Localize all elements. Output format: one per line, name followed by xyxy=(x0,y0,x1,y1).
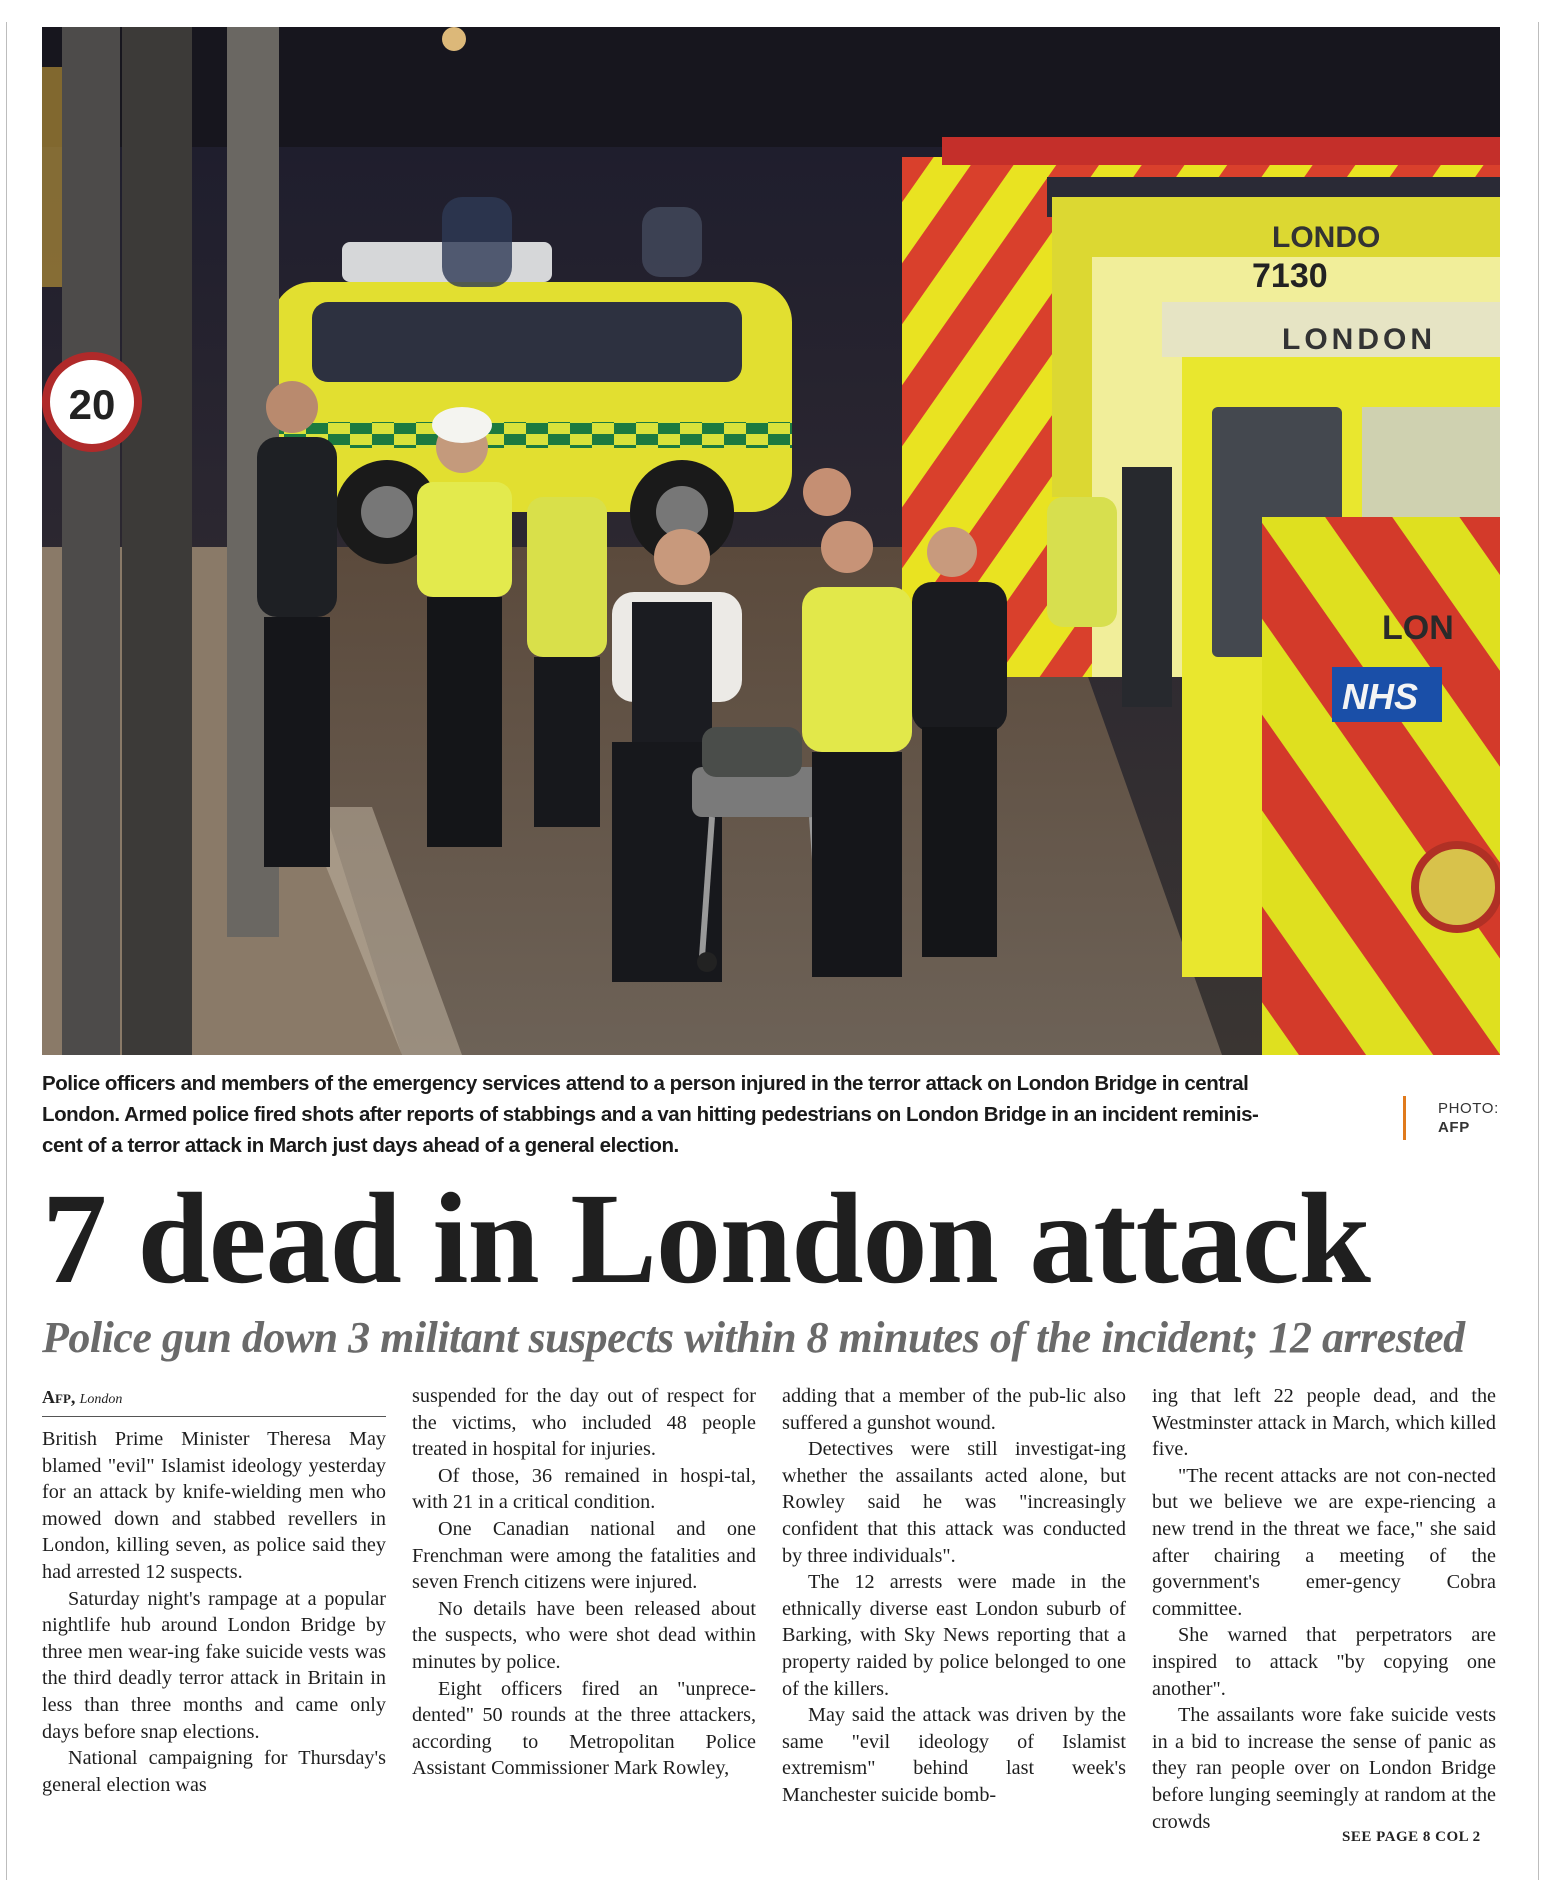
lead-photo xyxy=(42,27,1500,1055)
photo-credit-label: PHOTO: xyxy=(1438,1100,1499,1117)
ambulance-crest-icon xyxy=(1415,845,1499,929)
article-column-4 xyxy=(1152,1383,1496,1835)
photo-caption xyxy=(42,1068,1342,1161)
byline-location: London xyxy=(79,1392,123,1407)
nhs-logo-text: NHS xyxy=(1342,676,1419,717)
svg-text:20: 20 xyxy=(68,381,116,428)
photo-credit xyxy=(1438,1099,1499,1137)
article-paragraph: adding that a member of the pub-lic also suffered a gunshot wound. xyxy=(782,1385,1126,1434)
article-paragraph: No details have been released about the suspects, who were shot dead within minutes by police. xyxy=(412,1597,756,1673)
police-officer-left xyxy=(257,381,337,867)
article-paragraph: National campaigning for Thursday's general election was xyxy=(42,1747,386,1796)
article-paragraph: Of those, 36 remained in hospi-tal, with 21 in a critical condition. xyxy=(412,1464,756,1514)
headline: 7 dead in London attack xyxy=(42,1167,1370,1311)
article-paragraph: suspended for the day out of respect for the victims, who included 48 people treated in hospital for injuries. xyxy=(412,1385,756,1461)
article-column-3 xyxy=(782,1383,1126,1809)
byline-agency: Afp, xyxy=(42,1387,76,1407)
ambulance-fleet-number: 7130 xyxy=(1252,257,1328,295)
article-paragraph: The 12 arrests were made in the ethnically diverse east London suburb of Barking, with Sky News reporting that a property raided by police belonged to one of the killers. xyxy=(782,1571,1126,1700)
article-paragraph: British Prime Minister Theresa May blamed "evil" Islamist ideology yesterday for an attack by knife-wielding men who mowed down and stabbed revellers in London, killing seven, as police said they had arrested 12 suspects. xyxy=(42,1428,386,1583)
article-paragraph: She warned that perpetrators are inspired to attack "by copying one another". xyxy=(1152,1624,1496,1700)
caption-line: Police officers and members of the emergency services attend to a person injured in the terror attack on London Bridge in central xyxy=(42,1072,1249,1095)
photo-credit-accent xyxy=(1403,1096,1406,1140)
subheadline: Police gun down 3 militant suspects within 8 minutes of the incident; 12 arrested xyxy=(42,1313,1465,1362)
photo-illustration xyxy=(42,27,1500,1055)
byline xyxy=(42,1386,386,1417)
officer-far-right xyxy=(1047,497,1117,627)
paramedic-right xyxy=(912,527,1007,957)
article-paragraph: Detectives were still investigat-ing whether the assailants acted alone, but Rowley said he was "increasingly confident that this attack was conducted by three individuals". xyxy=(782,1438,1126,1567)
article-paragraph: May said the attack was driven by the same "evil ideology of Islamist extremism" behind last week's Manchester suicide bomb- xyxy=(782,1704,1126,1806)
article-paragraph: ing that left 22 people dead, and the Westminster attack in March, which killed five. xyxy=(1152,1385,1496,1461)
ambulance-partial-text: LONDO xyxy=(1272,221,1381,254)
ambulance-london-label: LONDON xyxy=(1282,323,1436,356)
article-column-1 xyxy=(42,1426,386,1798)
ambulance-side-text: LON xyxy=(1382,609,1454,647)
article-paragraph: Saturday night's rampage at a popular nightlife hub around London Bridge by three men wear-ing fake suicide vests was the third deadly terror attack in Britain in less than three months and came only days before snap elections. xyxy=(42,1587,386,1743)
article-column-2 xyxy=(412,1383,756,1782)
article-paragraph: Eight officers fired an "unprece-dented" 50 rounds at the three attackers, according to Metropolitan Police Assistant Commissioner Mark Rowley, xyxy=(412,1677,756,1780)
page-edge-rule-right xyxy=(1538,22,1539,1880)
photo-credit-source: AFP xyxy=(1438,1119,1470,1136)
continued-jump-line[interactable]: SEE PAGE 8 COL 2 xyxy=(1342,1829,1481,1845)
article-paragraph: "The recent attacks are not con-nected but we believe we are expe-riencing a new trend in the threat we face," she said after chairing a meeting of the government's emer-gency Cobra committee. xyxy=(1152,1464,1496,1620)
article-paragraph: One Canadian national and one Frenchman were among the fatalities and seven French citizens were injured. xyxy=(412,1517,756,1594)
page-edge-rule-left xyxy=(6,22,7,1880)
caption-line: London. Armed police fired shots after reports of stabbings and a van hitting pedestrians on London Bridge in an incident reminis- xyxy=(42,1103,1259,1126)
speed-limit-sign xyxy=(46,356,138,448)
article-paragraph: The assailants wore fake suicide vests in a bid to increase the sense of panic as they ran people over on London Bridge before lunging seemingly at random at the crowds xyxy=(1152,1704,1496,1833)
officer-hi-vis-2 xyxy=(527,497,607,827)
caption-line: cent of a terror attack in March just days ahead of a general election. xyxy=(42,1134,679,1157)
